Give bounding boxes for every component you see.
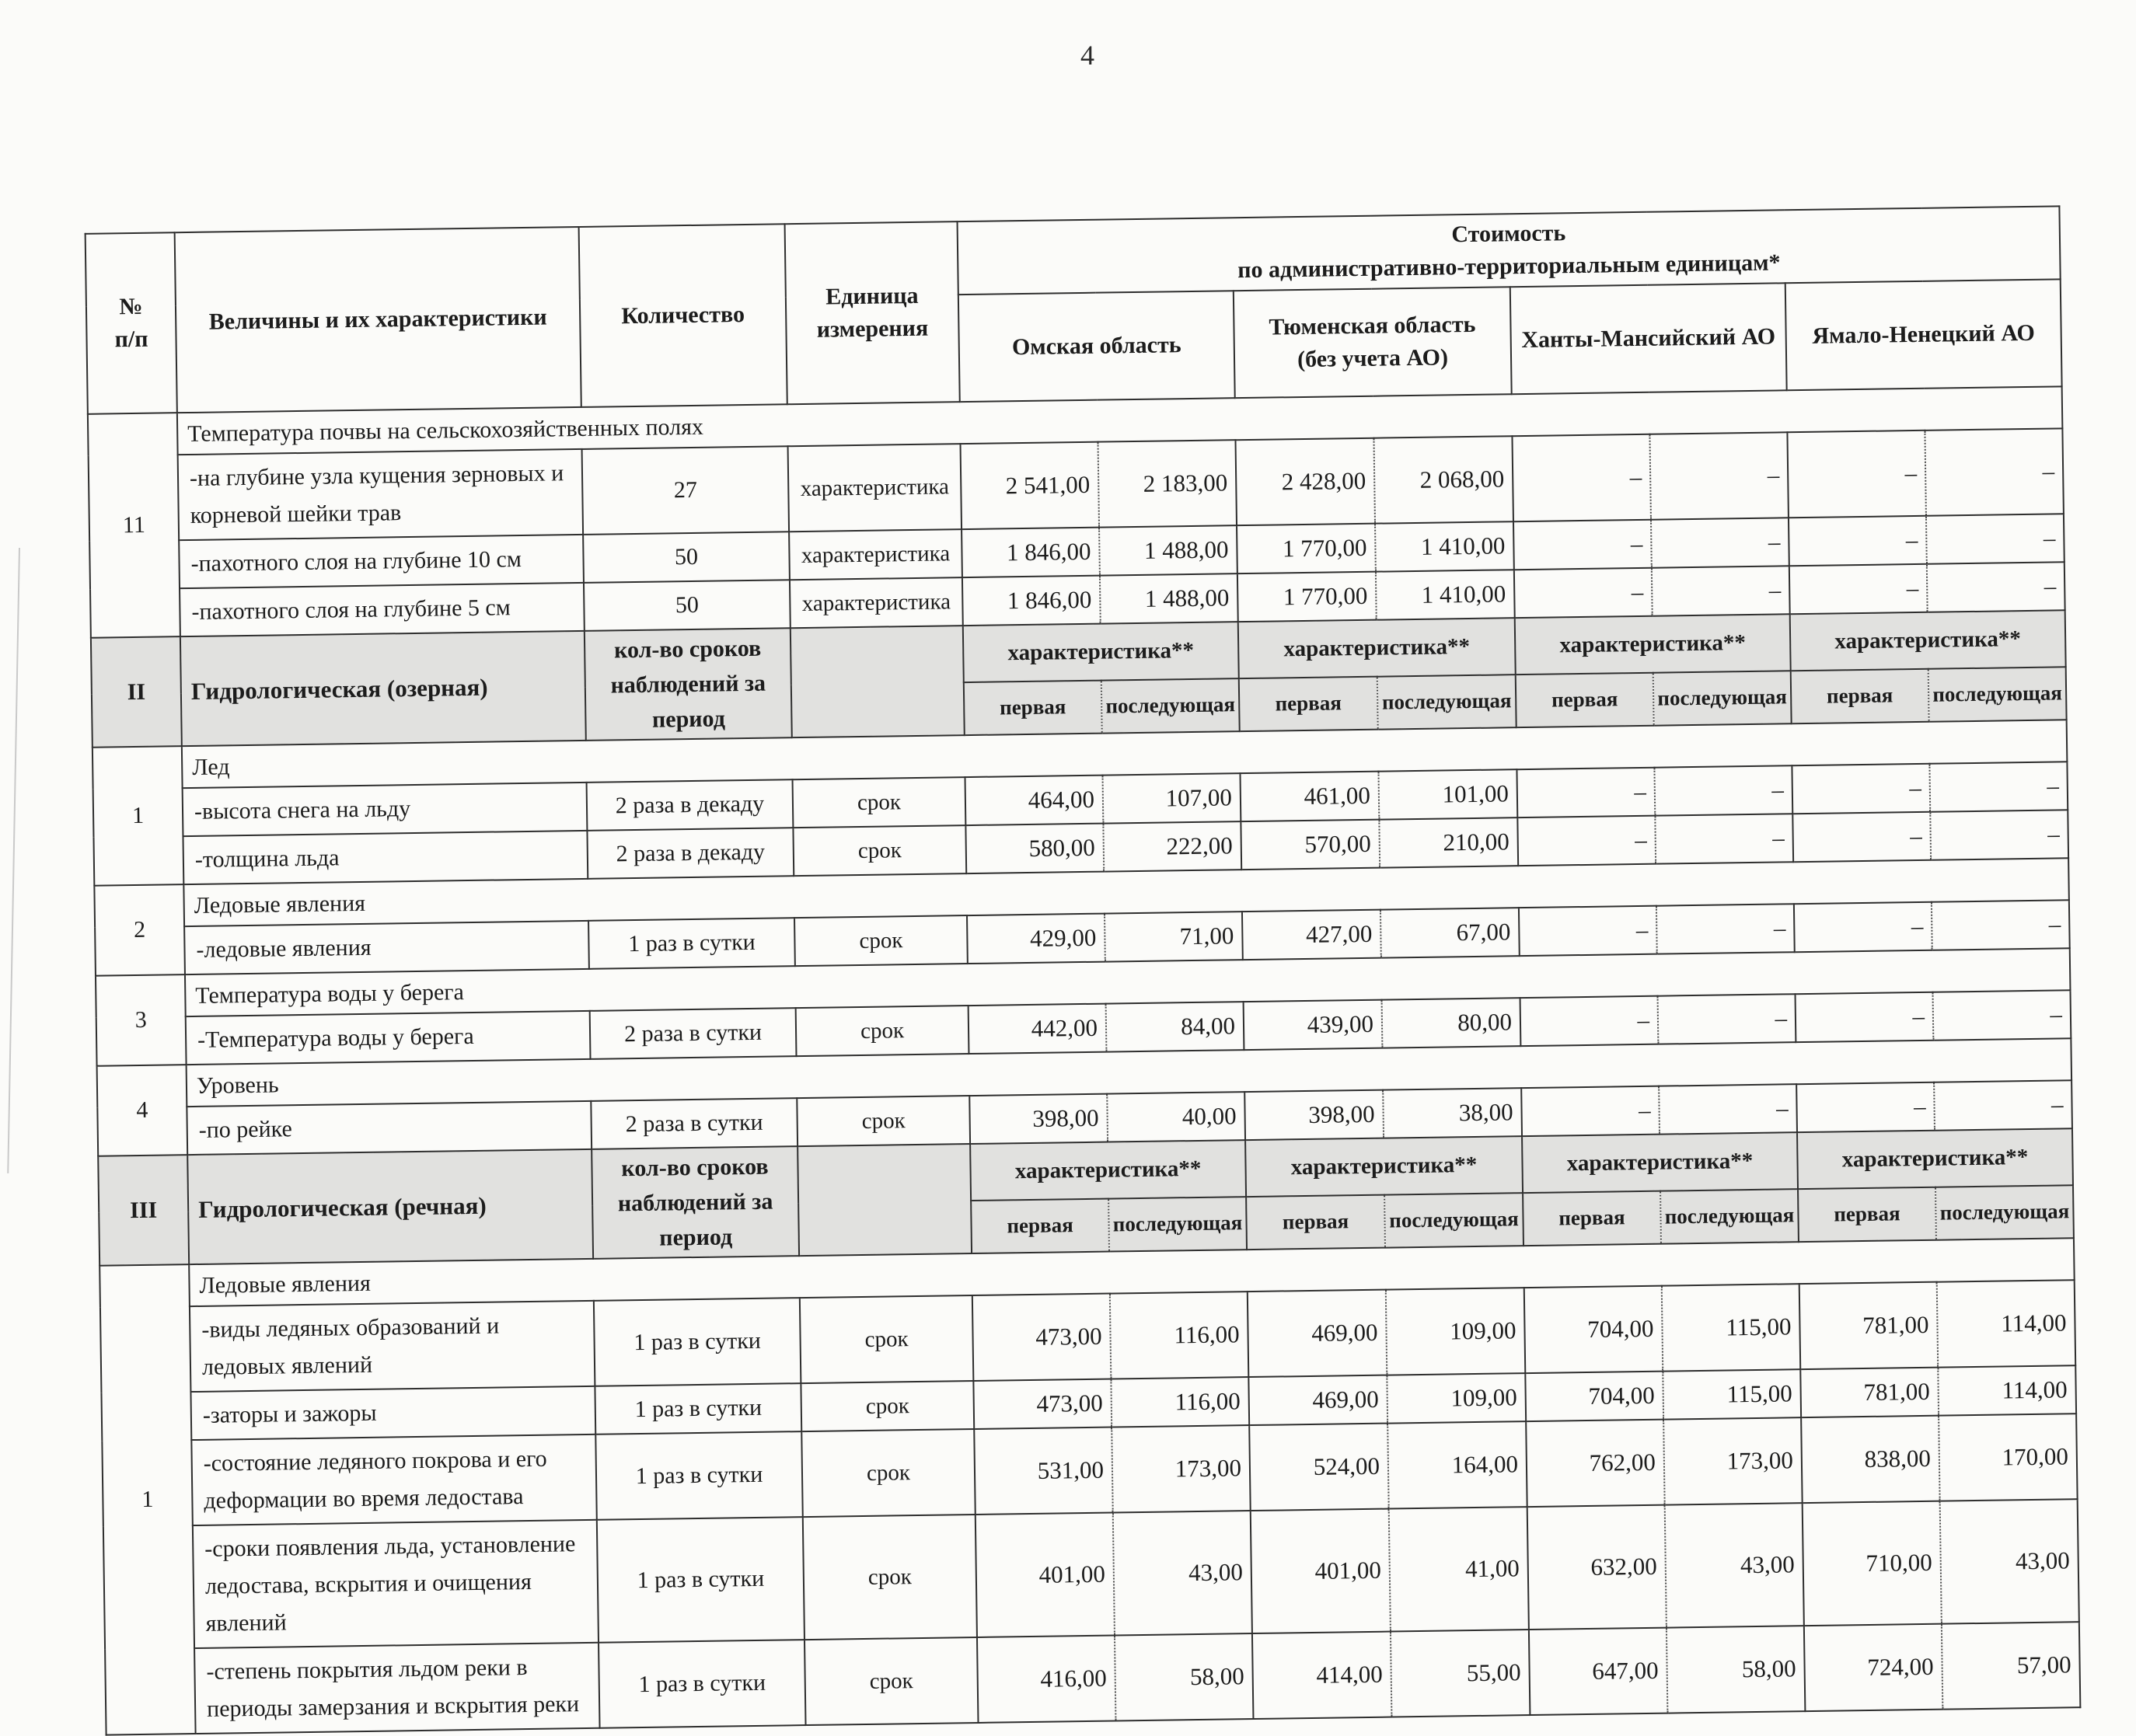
value-cell: – (1932, 990, 2071, 1040)
value-cell: 2 183,00 (1098, 440, 1237, 527)
value-cell: 414,00 (1252, 1632, 1392, 1719)
value-cell: 401,00 (976, 1513, 1115, 1637)
cost-subtitle: по административно-территориальным единицам* (1237, 249, 1781, 284)
group-number: 1 (99, 1264, 195, 1735)
value-cell: 647,00 (1529, 1628, 1668, 1715)
value-cell: 84,00 (1106, 1002, 1244, 1051)
value-cell: 38,00 (1383, 1088, 1522, 1138)
value-cell: – (1796, 1082, 1935, 1132)
value-cell: 115,00 (1662, 1284, 1801, 1371)
value-cell: 781,00 (1799, 1282, 1939, 1369)
col-header-num: № п/п (86, 232, 177, 414)
first-col-header: первая (1523, 1190, 1661, 1246)
value-cell: – (1929, 762, 2068, 811)
group-title: Ледовые явления (189, 1238, 2075, 1306)
row-label: -Температура воды у берега (186, 1011, 591, 1065)
value-cell: 101,00 (1378, 769, 1517, 819)
row-quantity: 1 раз в сутки (595, 1431, 803, 1520)
first-col-header: первая (964, 680, 1102, 735)
row-quantity: 2 раза в сутки (591, 1098, 798, 1149)
group-number: 2 (94, 884, 185, 976)
value-cell: 109,00 (1386, 1288, 1526, 1375)
value-cell: 114,00 (1938, 1365, 2076, 1415)
value-cell: 80,00 (1382, 998, 1521, 1048)
value-cell: 461,00 (1240, 772, 1379, 821)
region-header-omsk: Омская область (958, 291, 1235, 402)
value-cell: – (1516, 768, 1655, 817)
value-cell: – (1789, 564, 1928, 614)
value-cell: 116,00 (1111, 1377, 1249, 1427)
row-unit: срок (801, 1381, 974, 1431)
row-unit: срок (797, 1096, 970, 1146)
value-cell: 781,00 (1800, 1368, 1939, 1417)
value-cell: 570,00 (1241, 820, 1380, 870)
row-label: -по рейке (187, 1101, 592, 1155)
next-col-header: последующая (1660, 1189, 1799, 1244)
first-col-header: первая (1246, 1194, 1385, 1250)
value-cell: 524,00 (1249, 1424, 1389, 1511)
group-title: Лед (182, 720, 2068, 788)
characteristic-header: характеристика** (1515, 614, 1791, 675)
value-cell: 580,00 (965, 824, 1104, 873)
characteristic-header: характеристика** (970, 1140, 1246, 1201)
section-title: Гидрологическая (речная) (187, 1149, 593, 1264)
first-col-header: первая (1798, 1187, 1936, 1242)
row-label: -виды ледяных образований и ледовых явлений (190, 1301, 595, 1392)
col-header-values: Величины и их характеристики (175, 227, 581, 413)
value-cell: 398,00 (969, 1094, 1108, 1144)
value-cell: 398,00 (1244, 1090, 1384, 1140)
section-unit-header (798, 1144, 972, 1256)
value-cell: 109,00 (1387, 1373, 1526, 1423)
first-col-header: первая (971, 1198, 1109, 1253)
value-cell: 43,00 (1940, 1499, 2079, 1623)
row-label: -заторы и зажоры (190, 1386, 595, 1440)
value-cell: 2 541,00 (961, 442, 1100, 529)
row-unit: срок (804, 1637, 979, 1725)
value-cell: 1 846,00 (962, 576, 1101, 626)
row-unit: срок (793, 825, 966, 876)
section-title: Гидрологическая (озерная) (180, 631, 586, 746)
first-col-header: первая (1239, 676, 1378, 731)
group-number: 4 (97, 1065, 188, 1156)
value-cell: 55,00 (1391, 1630, 1530, 1717)
value-cell: 41,00 (1389, 1507, 1529, 1631)
row-unit: срок (796, 1006, 969, 1056)
value-cell: 531,00 (974, 1427, 1113, 1515)
row-unit: характеристика (790, 577, 963, 628)
value-cell: 173,00 (1663, 1417, 1803, 1504)
row-quantity: 2 раза в декаду (587, 779, 794, 831)
row-quantity: 50 (584, 580, 791, 631)
row-quantity: 27 (582, 446, 790, 535)
value-cell: 116,00 (1110, 1292, 1249, 1379)
table-container (85, 205, 2082, 1735)
next-col-header: последующая (1384, 1193, 1523, 1248)
value-cell: 67,00 (1380, 908, 1520, 957)
row-label: -состояние ледяного покрова и его деформации во время ледостава (191, 1434, 596, 1525)
value-cell: 473,00 (972, 1294, 1112, 1381)
row-label: -пахотного слоя на глубине 10 см (179, 535, 584, 588)
value-cell: – (1517, 816, 1656, 866)
value-cell: 58,00 (1115, 1633, 1254, 1720)
value-cell: 469,00 (1248, 1290, 1387, 1377)
value-cell: 2 428,00 (1235, 438, 1375, 525)
row-quantity: 2 раза в декаду (587, 828, 794, 879)
row-quantity: 1 раз в сутки (595, 1383, 801, 1434)
row-label: -сроки появления льда, установление ледостава, вскрытия и очищения явлений (193, 1520, 599, 1648)
row-unit: срок (793, 777, 966, 828)
page-number: 4 (1080, 40, 1094, 71)
row-quantity: 1 раз в сутки (597, 1517, 804, 1643)
value-cell: 71,00 (1105, 912, 1243, 961)
cost-title: Стоимость (1451, 220, 1566, 248)
row-quantity: 1 раз в сутки (599, 1640, 806, 1728)
row-quantity: 1 раз в сутки (588, 918, 795, 969)
value-cell: – (1651, 518, 1789, 567)
value-cell: – (1654, 765, 1792, 815)
scan-crease-line (7, 548, 20, 1173)
value-cell: – (1787, 431, 1926, 518)
value-cell: 401,00 (1251, 1509, 1391, 1633)
characteristic-header: характеристика** (1797, 1128, 2073, 1189)
value-cell: 838,00 (1801, 1416, 1940, 1503)
value-cell: – (1925, 428, 2064, 515)
value-cell: 1 488,00 (1100, 573, 1238, 623)
value-cell: – (1792, 764, 1930, 814)
value-cell: – (1926, 514, 2064, 563)
col-header-unit: Единица измерения (785, 221, 960, 404)
value-cell: 43,00 (1113, 1511, 1252, 1635)
first-col-header: первая (1516, 672, 1654, 727)
value-cell: 704,00 (1525, 1372, 1663, 1421)
value-cell: 57,00 (1942, 1622, 2081, 1709)
value-cell: 473,00 (973, 1379, 1112, 1429)
value-cell: 710,00 (1803, 1501, 1942, 1626)
value-cell: – (1521, 1086, 1660, 1136)
tariff-table (85, 205, 2082, 1735)
row-label: -степень покрытия льдом реки в периоды замерзания и вскрытия реки (194, 1643, 599, 1734)
value-cell: – (1796, 992, 1934, 1042)
row-unit: характеристика (789, 529, 962, 580)
value-cell: 114,00 (1937, 1280, 2076, 1367)
value-cell: 58,00 (1667, 1626, 1806, 1713)
section-number: III (98, 1155, 189, 1266)
table-body (88, 386, 2080, 1734)
row-unit: срок (800, 1295, 974, 1383)
value-cell: – (1656, 904, 1795, 953)
next-col-header: последующая (1101, 678, 1240, 734)
next-col-header: последующая (1108, 1197, 1247, 1252)
value-cell: 427,00 (1242, 910, 1381, 960)
value-cell: – (1934, 1080, 2072, 1130)
next-col-header: последующая (1377, 675, 1516, 730)
value-cell: 222,00 (1103, 821, 1241, 871)
value-cell: 416,00 (977, 1636, 1116, 1723)
row-quantity: 2 раза в сутки (590, 1008, 797, 1059)
value-cell: 43,00 (1665, 1503, 1804, 1627)
characteristic-header: характеристика** (1245, 1136, 1523, 1197)
next-col-header: последующая (1653, 671, 1792, 726)
value-cell: – (1794, 902, 1932, 952)
value-cell: – (1519, 906, 1657, 956)
row-unit: срок (794, 915, 968, 966)
group-title: Ледовые явления (183, 858, 2069, 926)
next-col-header: последующая (1935, 1185, 2074, 1240)
value-cell: 1 770,00 (1237, 524, 1376, 573)
value-cell: 1 410,00 (1375, 521, 1514, 571)
section-number: II (91, 636, 182, 748)
value-cell: 40,00 (1107, 1092, 1245, 1142)
value-cell: – (1932, 900, 2070, 950)
group-number: 3 (96, 974, 187, 1066)
row-label: -высота снега на льду (183, 783, 588, 836)
row-quantity: 1 раз в сутки (594, 1298, 801, 1386)
value-cell: 704,00 (1524, 1286, 1663, 1373)
value-cell: – (1514, 568, 1653, 618)
characteristic-header: характеристика** (1790, 610, 2066, 671)
row-quantity: 50 (583, 532, 790, 583)
characteristic-header: характеристика** (1238, 618, 1516, 678)
value-cell: – (1513, 520, 1652, 570)
col-header-quantity: Количество (579, 224, 787, 407)
group-number: 11 (88, 413, 180, 638)
row-unit: срок (803, 1515, 977, 1640)
first-col-header: первая (1791, 669, 1929, 724)
value-cell: 464,00 (965, 776, 1104, 825)
row-unit: характеристика (788, 444, 962, 532)
value-cell: 439,00 (1244, 1000, 1383, 1050)
value-cell: 210,00 (1379, 817, 1518, 867)
value-cell: 1 770,00 (1237, 572, 1377, 622)
value-cell: 632,00 (1527, 1505, 1667, 1630)
characteristic-header: характеристика** (963, 622, 1239, 682)
row-label: -пахотного слоя на глубине 5 см (180, 583, 585, 636)
region-header-khanty-mansi: Ханты-Мансийский АО (1510, 283, 1787, 394)
group-title: Уровень (187, 1038, 2072, 1107)
value-cell: – (1512, 434, 1651, 521)
value-cell: – (1520, 996, 1659, 1046)
value-cell: 164,00 (1387, 1421, 1527, 1508)
row-label: -толщина льда (183, 831, 588, 884)
characteristic-header: характеристика** (1522, 1132, 1798, 1193)
region-header-tyumen: Тюменская область (без учета АО) (1234, 287, 1512, 398)
row-unit: срок (801, 1429, 976, 1517)
region-header-yamal-nenets: Ямало-Ненецкий АО (1785, 279, 2062, 390)
value-cell: – (1792, 812, 1931, 862)
value-cell: 762,00 (1526, 1420, 1665, 1507)
group-number: 1 (92, 746, 183, 886)
value-cell: – (1652, 566, 1790, 615)
value-cell: – (1659, 1084, 1797, 1134)
group-title: Температура почвы на сельскохозяйственных полях (177, 386, 2063, 455)
value-cell: 1 846,00 (962, 528, 1100, 577)
section-qty-header: кол-во сроков наблюдений за период (585, 628, 792, 741)
value-cell: 115,00 (1663, 1369, 1801, 1419)
value-cell: 170,00 (1939, 1414, 2078, 1501)
value-cell: 724,00 (1804, 1624, 1943, 1711)
section-qty-header: кол-во сроков наблюдений за период (592, 1146, 799, 1259)
value-cell: – (1789, 516, 1927, 566)
value-cell: – (1658, 994, 1796, 1044)
value-cell: 173,00 (1112, 1425, 1251, 1512)
value-cell: 469,00 (1248, 1375, 1387, 1425)
section-unit-header (791, 626, 965, 737)
row-label: -ледовые явления (184, 921, 589, 974)
value-cell: 442,00 (969, 1004, 1107, 1054)
value-cell: 1 488,00 (1099, 525, 1237, 575)
value-cell: 1 410,00 (1376, 570, 1515, 619)
value-cell: 429,00 (967, 914, 1105, 964)
row-label: -на глубине узла кущения зерновых и корневой шейки трав (178, 449, 583, 540)
next-col-header: последующая (1928, 667, 2067, 722)
value-cell: 2 068,00 (1373, 436, 1513, 523)
group-title: Температура воды у берега (185, 948, 2071, 1016)
value-cell: – (1930, 810, 2068, 859)
value-cell: – (1655, 814, 1793, 863)
value-cell: – (1649, 432, 1789, 519)
value-cell: – (1927, 562, 2065, 612)
value-cell: 107,00 (1102, 773, 1241, 823)
